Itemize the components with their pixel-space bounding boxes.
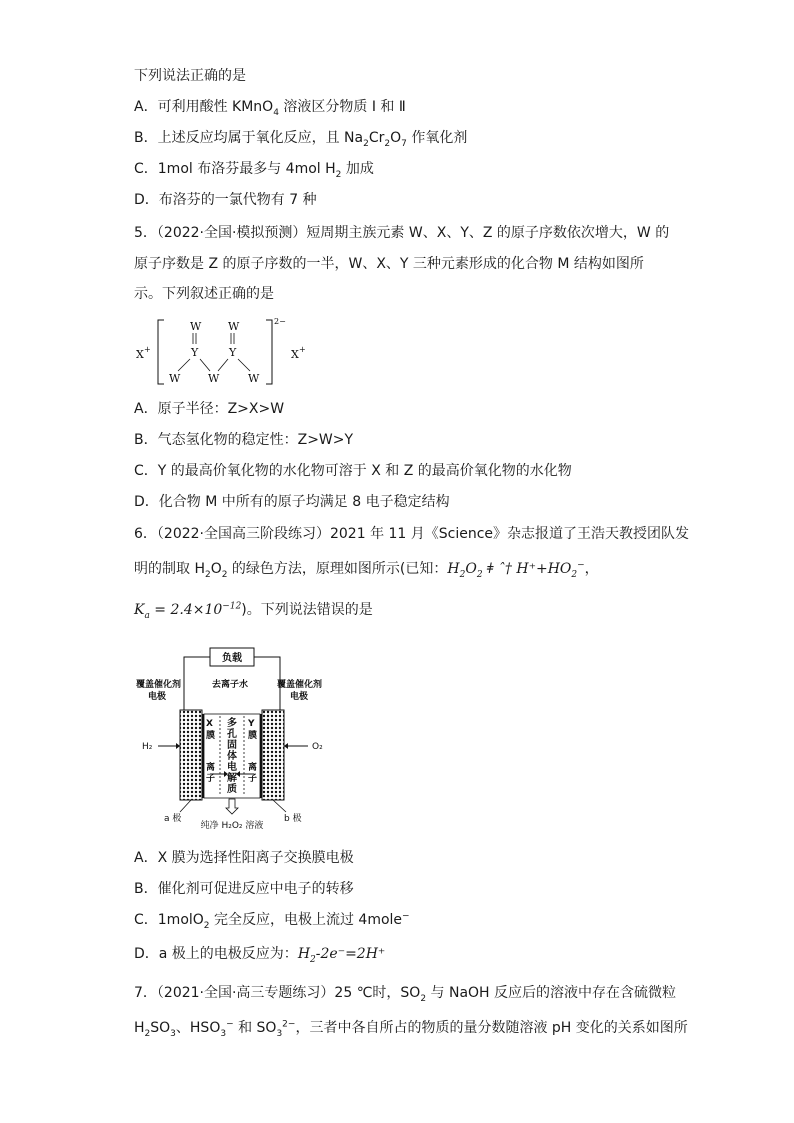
q6-l2-sub2: 2	[221, 569, 228, 580]
q4-option-d[interactable]: D．布洛芬的一氯代物有 7 种	[134, 192, 317, 208]
q7-hso3-sup: −	[226, 1019, 234, 1030]
ka-sym: K	[134, 602, 145, 618]
q5-stem-line2: 原子序数是 Z 的原子序数的一半，W、X、Y 三种元素形成的化合物 M 结构如图所	[134, 256, 644, 272]
left-electrode-label1: 覆盖催化剂	[136, 680, 182, 690]
q4-a-text2: 溶液区分物质 I 和 Ⅱ	[278, 99, 406, 115]
eq-lhs-sub2: 2	[476, 569, 483, 580]
atom-w-top1: W	[190, 320, 202, 333]
q7-l1-pre: 7．（2021·全国·高三专题练习）25 ℃时，SO	[134, 985, 421, 1001]
eq-lhs-sub1: 2	[459, 569, 466, 580]
eq-tail: ，	[584, 561, 599, 577]
q6-cell-diagram	[134, 646, 370, 834]
q6-l2-post: 的绿色方法，原理如图所示(已知：	[227, 561, 448, 577]
q7-stem-line2	[134, 1018, 688, 1038]
q7-h2so3-mid: SO	[150, 1020, 171, 1036]
atom-w-b1: W	[169, 372, 181, 385]
q5-option-b[interactable]: B．气态氢化物的稳定性：Z>W>Y	[134, 432, 354, 448]
water-label: 去离子水	[212, 680, 249, 690]
b-pole-label: b 极	[284, 814, 302, 824]
bracket-left	[158, 320, 164, 384]
cation-left-charge: +	[144, 345, 151, 354]
q6-c-sub: 2	[203, 920, 210, 931]
q4-b-sub1: 2	[363, 138, 369, 149]
cation-left: X	[136, 348, 144, 361]
q7-stem-line1	[134, 983, 676, 1003]
q7-so3-sub: 3	[276, 1028, 283, 1039]
q4-option-b[interactable]	[134, 128, 467, 148]
electrolyte-label	[227, 716, 238, 795]
ion-left1: 离	[206, 763, 216, 773]
right-electrode-label2: 电极	[290, 692, 309, 702]
eq-rhs-sub: 2	[571, 569, 578, 580]
ion-right1: 离	[248, 763, 258, 773]
q5-option-d[interactable]: D．化合物 M 中所有的原子均满足 8 电子稳定结构	[134, 494, 450, 510]
product-label: 纯净 H₂O₂ 溶液	[200, 821, 264, 831]
q7-h2so3: H	[134, 1020, 145, 1036]
q4-c-text2: 加成	[341, 161, 374, 177]
q6-l3-post: )。下列说法错误的是	[241, 602, 373, 618]
q7-so3-sup: 2−	[282, 1019, 296, 1030]
q7-l1-sub: 2	[420, 993, 427, 1004]
q7-h2so3-sub2: 3	[170, 1028, 176, 1039]
q5-option-c[interactable]: C．Y 的最高价氧化物的水化物可溶于 X 和 Z 的最高价氧化物的水化物	[134, 463, 572, 479]
q7-hso3: 、HSO	[175, 1020, 221, 1036]
atom-y1: Y	[191, 346, 199, 359]
anion-charge: 2−	[274, 317, 286, 326]
a-pole-label: a 极	[164, 814, 182, 824]
q7-h2so3-sub1: 2	[144, 1028, 151, 1039]
q6-d-sub: 2	[310, 954, 316, 965]
q4-b-text2: 作氧化剂	[406, 130, 468, 146]
q4-option-a[interactable]	[134, 97, 406, 117]
electrolyte-char: 孔	[227, 729, 237, 740]
q7-hso3-sub: 3	[220, 1028, 227, 1039]
y-film-label2: 膜	[248, 731, 258, 741]
q5-stem-line1: 5．（2022·全国·模拟预测）短周期主族元素 W、X、Y、Z 的原子序数依次增大，W 的	[134, 225, 670, 241]
q6-equilibrium	[447, 560, 585, 580]
eq-lhs: H	[447, 561, 460, 577]
electrolyte-char: 多	[227, 718, 237, 729]
ka-val: = 2.4×10	[149, 602, 223, 618]
electrolyte-char: 电	[227, 762, 237, 773]
q6-l2-mid: O	[210, 561, 222, 577]
q4-b-sub2: 2	[384, 138, 391, 149]
q6-stem-line2	[134, 559, 599, 579]
x-film-label2: 膜	[206, 731, 216, 741]
left-electrode-label2: 电极	[148, 692, 167, 702]
q4-b-mid1: Cr	[368, 130, 385, 146]
q6-stem-line1: 6．（2022·全国高三阶段练习）2021 年 11 月《Science》杂志报道了王浩天教授团队发	[134, 526, 690, 542]
q4-b-sub3: 7	[401, 138, 407, 149]
cation-right-charge: +	[299, 345, 306, 354]
q5-structure-diagram	[134, 316, 314, 388]
q6-ka	[134, 601, 242, 621]
q4-stem-end: 下列说法正确的是	[134, 68, 246, 84]
right-electrode-label1: 覆盖催化剂	[277, 680, 323, 690]
q7-l2-post: ，三者中各自所占的物质的量分数随溶液 pH 变化的关系如图所	[295, 1020, 688, 1036]
cation-right: X	[291, 348, 299, 361]
electrolyte-char: 解	[227, 773, 237, 784]
q4-option-c[interactable]	[134, 159, 374, 179]
q6-option-c[interactable]	[134, 910, 410, 930]
electrolyte-char: 固	[227, 740, 237, 751]
bracket-right	[266, 320, 272, 384]
atom-w-b2: W	[208, 372, 220, 385]
q6-option-b[interactable]: B．催化剂可促进反应中电子的转移	[134, 881, 354, 897]
atom-w-b3: W	[248, 372, 260, 385]
q5-option-a[interactable]: A．原子半径：Z>X>W	[134, 401, 285, 417]
q6-d-eq: H	[297, 946, 311, 962]
q6-l2-sub1: 2	[204, 569, 211, 580]
ion-right2: 子	[248, 774, 258, 784]
q4-a-text: A．可利用酸性 KMnO	[134, 99, 274, 115]
atom-y2: Y	[229, 346, 237, 359]
q4-b-mid2: O	[390, 130, 402, 146]
eq-rhs-sup: −	[577, 560, 585, 571]
q7-so3: 和 SO	[233, 1020, 277, 1036]
ka-exp: −12	[222, 601, 242, 612]
q4-c-sub: 2	[335, 169, 342, 180]
q4-a-sub: 4	[273, 107, 279, 118]
q5-stem-line3: 示。下列叙述正确的是	[134, 286, 274, 302]
q6-d-post: -2e⁻=2H⁺	[315, 946, 386, 962]
eq-lhs-mid: O	[465, 561, 477, 577]
h2-label: H₂	[142, 742, 153, 752]
electrolyte-char: 质	[227, 784, 237, 795]
x-film-label1: X	[206, 719, 213, 729]
q6-l2-pre: 明的制取 H	[134, 561, 205, 577]
ka-sub: a	[144, 610, 150, 621]
q6-d-pre: D．a 极上的电极反应为：	[134, 946, 298, 962]
q6-option-a[interactable]: A．X 膜为选择性阳离子交换膜电极	[134, 850, 354, 866]
q6-stem-line3	[134, 600, 373, 620]
eq-rhs: H⁺+HO	[511, 561, 572, 577]
electrolyte-char: 体	[227, 751, 237, 762]
q6-option-d[interactable]	[134, 944, 385, 964]
o2-label: O₂	[312, 742, 323, 752]
q6-c-post: 完全反应，电极上流过 4mole	[209, 912, 403, 928]
q7-l1-post: 与 NaOH 反应后的溶液中存在含硫微粒	[426, 985, 677, 1001]
eq-arrow: ǂ ˆ†	[487, 561, 512, 577]
q6-c-pre: C．1molO	[134, 912, 204, 928]
q4-b-text: B．上述反应均属于氧化反应，且 Na	[134, 130, 364, 146]
q4-c-text: C．1mol 布洛芬最多与 4mol H	[134, 161, 336, 177]
q6-d-formula	[297, 946, 386, 965]
ion-left2: 子	[206, 774, 216, 784]
q6-c-sup: −	[402, 911, 410, 922]
load-label: 负载	[222, 653, 242, 664]
atom-w-top2: W	[228, 320, 240, 333]
y-film-label1: Y	[248, 719, 255, 729]
